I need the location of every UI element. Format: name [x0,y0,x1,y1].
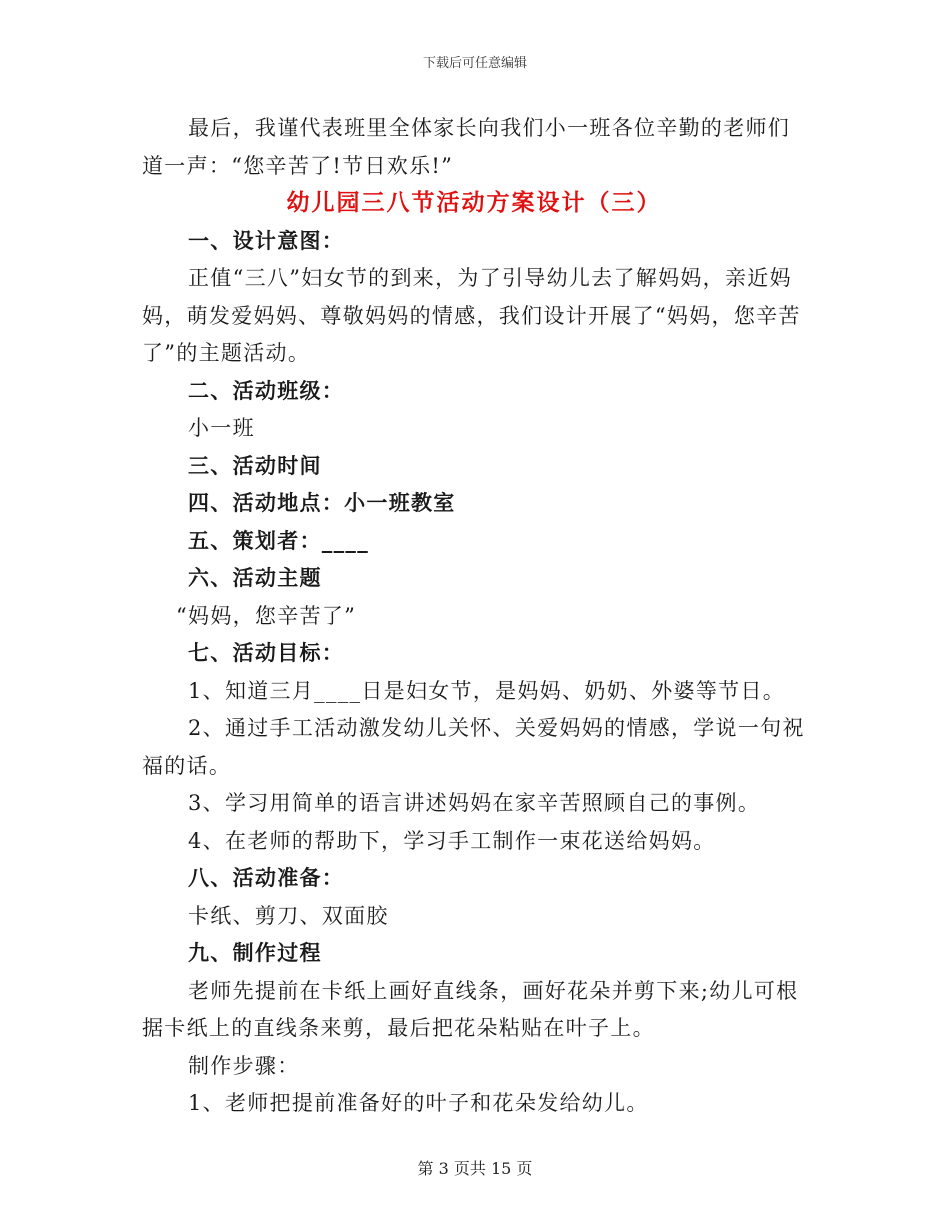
document-body [142,110,806,1123]
design-intent-body: 正值“三八”妇女节的到来，为了引导幼儿去了解妈妈，亲近妈妈，萌发爱妈妈、尊敬妈妈的情感，我们设计开展了“妈妈，您辛苦了”的主题活动。 [142,266,801,365]
heading-design-intent: 一、设计意图： [188,228,345,253]
goal-item: 4、在老师的帮助下，学习手工制作一束花送给妈妈。 [188,828,716,853]
class-body: 小一班 [188,416,255,440]
step-item: 1、老师把提前准备好的叶子和花朵发给幼儿。 [188,1091,649,1115]
heading-goals: 七、活动目标： [188,641,345,665]
heading-class: 二、活动班级： [188,378,345,403]
steps-label: 制作步骤： [188,1053,300,1078]
heading-theme: 六、活动主题 [188,566,322,590]
goal-item: 3、学习用简单的语言讲述妈妈在家辛苦照顾自己的事例。 [188,791,761,815]
goal-item: 2、通过手工活动激发幼儿关怀、关爱妈妈的情感，学说一句祝福的话。 [142,716,805,778]
heading-process: 九、制作过程 [188,941,322,965]
theme-body: “妈妈，您辛苦了” [176,603,357,628]
section-title: 幼儿园三八节活动方案设计（三） [286,190,662,216]
heading-time: 三、活动时间 [188,453,322,478]
process-body: 老师先提前在卡纸上画好直线条，画好花朵并剪下来;幼儿可根据卡纸上的直线条来剪，最后把花朵粘贴在叶子上。 [142,978,799,1040]
heading-location: 四、活动地点：小一班教室 [188,491,456,515]
preparation-body: 卡纸、剪刀、双面胶 [188,903,389,928]
heading-preparation: 八、活动准备： [188,866,345,890]
goal-item: 1、知道三月____日是妇女节，是妈妈、奶奶、外婆等节日。 [188,678,786,703]
heading-planner: 五、策划者：____ [188,528,369,553]
page-footer: 第 3 页共 15 页 [417,1159,533,1178]
page-header: 下载后可任意编辑 [422,56,527,71]
intro-paragraph: 最后，我谨代表班里全体家长向我们小一班各位辛勤的老师们道一声：“您辛苦了!节日欢乐!” [142,116,791,178]
